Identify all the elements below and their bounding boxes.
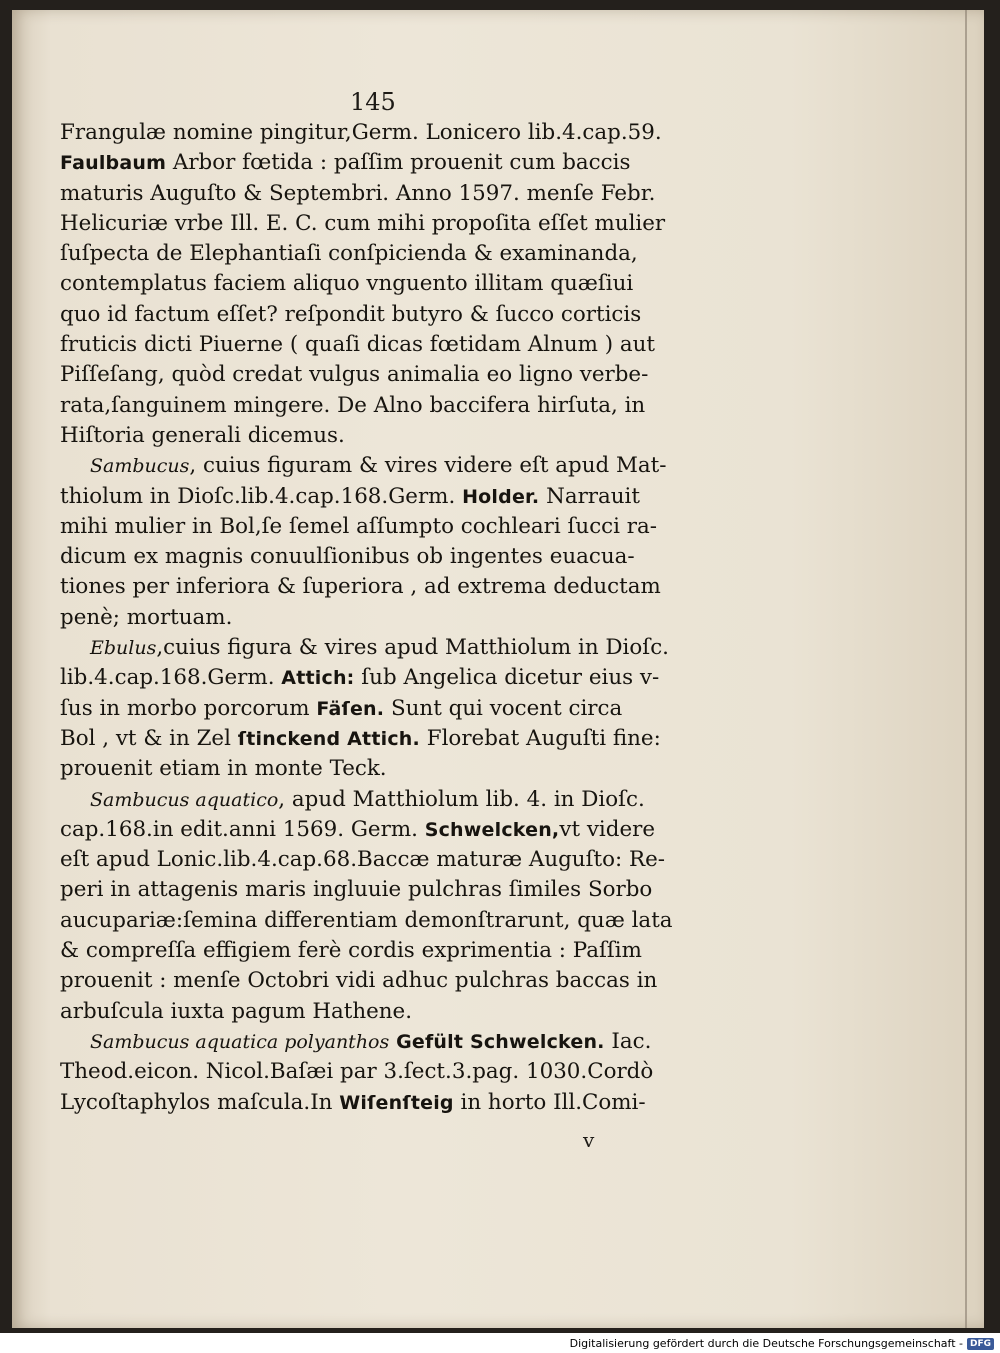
text-line (60, 300, 708, 330)
text-run: Sunt qui vocent circa (384, 695, 623, 721)
text-run: fruticis dicti Piuerne ( quaſi dicas fœtidam Alnum ) aut (60, 332, 656, 358)
text-line (60, 239, 708, 269)
text-line (60, 118, 708, 148)
dfg-logo: DFG (967, 1338, 994, 1350)
footer-credit: Digitalisierung gefördert durch die Deutsche Forschungsgemeinschaft - (569, 1337, 963, 1350)
text-line (60, 845, 708, 875)
text-run: Hiſtoria generali dicemus. (60, 422, 345, 448)
text-run: Narrauit (539, 483, 640, 509)
text-line (60, 1088, 708, 1118)
text-run: quo id factum eſſet? reſpondit butyro & ſucco corticis (60, 301, 642, 327)
page-edge (965, 10, 967, 1328)
text-run: ſub Angelica dicetur eius v- (354, 665, 660, 691)
text-line (60, 360, 708, 390)
text-run: vt videre (559, 816, 656, 842)
text-run: cap.168.in edit.anni 1569. Germ. (60, 816, 425, 842)
text-run: & compreſſa effigiem ferè cordis exprimentia : Paſſim (60, 938, 642, 964)
text-line (60, 542, 708, 572)
german-term: Holder. (462, 485, 540, 508)
text-run: in horto Ill.Comi- (453, 1089, 646, 1115)
text-run: dicum ex magnis conuulſionibus ob ingentes euacua- (60, 544, 635, 570)
text-line (60, 694, 708, 724)
text-run: ſus in morbo porcorum (60, 695, 317, 721)
latin-term: Sambucus aquatico (90, 788, 279, 811)
text-line (60, 572, 708, 602)
text-run: peri in attagenis maris ingluuie pulchras ſimiles Sorbo (60, 877, 653, 903)
text-run: , apud Matthiolum lib. 4. in Dioſc. (278, 786, 645, 812)
text-line (60, 815, 708, 845)
german-term: ſtinckend Attich. (237, 727, 420, 750)
text-run: eſt apud Lonic.lib.4.cap.68.Baccæ maturæ Auguſto: Re- (60, 847, 665, 873)
text-line (60, 997, 708, 1027)
german-term: Schwelcken, (424, 818, 560, 841)
text-run: Theod.eicon. Nicol.Baſæi par 3.ſect.3.pag. 1030.Cordò (60, 1059, 654, 1085)
text-line (60, 209, 708, 239)
text-run: Arbor fœtida : paſſim prouenit cum baccis (166, 150, 631, 176)
text-run: Bol , vt & in Zel (60, 725, 238, 751)
text-line (60, 633, 708, 663)
text-run: Lycoſtaphylos maſcula.In (60, 1089, 340, 1115)
text-run: Florebat Auguſti fine: (419, 725, 661, 751)
text-line (60, 391, 708, 421)
body-text (60, 118, 708, 1118)
text-line (60, 966, 708, 996)
text-run: prouenit etiam in monte Teck. (60, 756, 387, 782)
text-run: rata,ſanguinem mingere. De Alno baccifera hirſuta, in (60, 392, 646, 418)
text-line (60, 603, 708, 633)
text-line (60, 179, 708, 209)
text-run: Helicuriæ vrbe Ill. E. C. cum mihi propoſita eſſet mulier (60, 210, 666, 236)
text-run: tiones per inferiora & ſuperiora , ad extrema deductam (60, 574, 661, 600)
text-line (60, 785, 708, 815)
text-line (60, 269, 708, 299)
text-run: penè; mortuam. (60, 604, 233, 630)
german-term: Attich: (281, 667, 355, 690)
text-run: thiolum in Dioſc.lib.4.cap.168.Germ. (60, 483, 463, 509)
text-run: ſuſpecta de Elephantiaſi conſpicienda & examinanda, (60, 241, 638, 267)
text-run: mihi mulier in Bol,ſe ſemel aſſumpto cochleari ſucci ra- (60, 513, 658, 539)
text-line (60, 482, 708, 512)
text-line (60, 1027, 708, 1057)
text-run: Piſſeſang, quòd credat vulgus animalia eo ligno verbe- (60, 362, 649, 388)
text-line (60, 330, 708, 360)
text-line (60, 451, 708, 481)
text-run: ,cuius figura & vires apud Matthiolum in Dioſc. (156, 635, 669, 661)
text-line (60, 421, 708, 451)
latin-term: Sambucus aquatica polyanthos (90, 1030, 390, 1053)
text-line (60, 906, 708, 936)
german-term: Fäſen. (316, 697, 385, 720)
text-run: , cuius figuram & vires videre eſt apud Mat- (189, 453, 667, 479)
text-line (60, 754, 708, 784)
text-run: Frangulæ nomine pingitur,Germ. Lonicero lib.4.cap.59. (60, 120, 662, 145)
text-line (60, 512, 708, 542)
text-line (60, 875, 708, 905)
text-line (60, 148, 708, 178)
text-run: arbuſcula iuxta pagum Hathene. (60, 998, 413, 1024)
german-term: Gefült Schwelcken. (396, 1030, 605, 1053)
text-run: maturis Auguſto & Septembri. Anno 1597. menſe Febr. (60, 180, 656, 206)
footer (570, 1337, 994, 1350)
german-term: Faulbaum (60, 152, 167, 175)
latin-term: Ebulus (90, 637, 157, 660)
german-term: Wiſenſteig (339, 1091, 454, 1114)
text-run: prouenit : menſe Octobri vidi adhuc pulchras baccas in (60, 968, 658, 994)
text-line (60, 663, 708, 693)
text-run: contemplatus faciem aliquo vnguento illitam quæſiui (60, 271, 634, 297)
text-line (60, 936, 708, 966)
text-line (60, 1057, 708, 1087)
text-run: lib.4.cap.168.Germ. (60, 665, 282, 691)
latin-term: Sambucus (90, 455, 190, 478)
text-line (60, 724, 708, 754)
text-run: Iac. (604, 1028, 652, 1054)
page-number: 145 (350, 88, 396, 116)
text-run: aucupariæ:ſemina differentiam demonſtrarunt, quæ lata (60, 907, 673, 933)
catchword: v (583, 1128, 595, 1152)
